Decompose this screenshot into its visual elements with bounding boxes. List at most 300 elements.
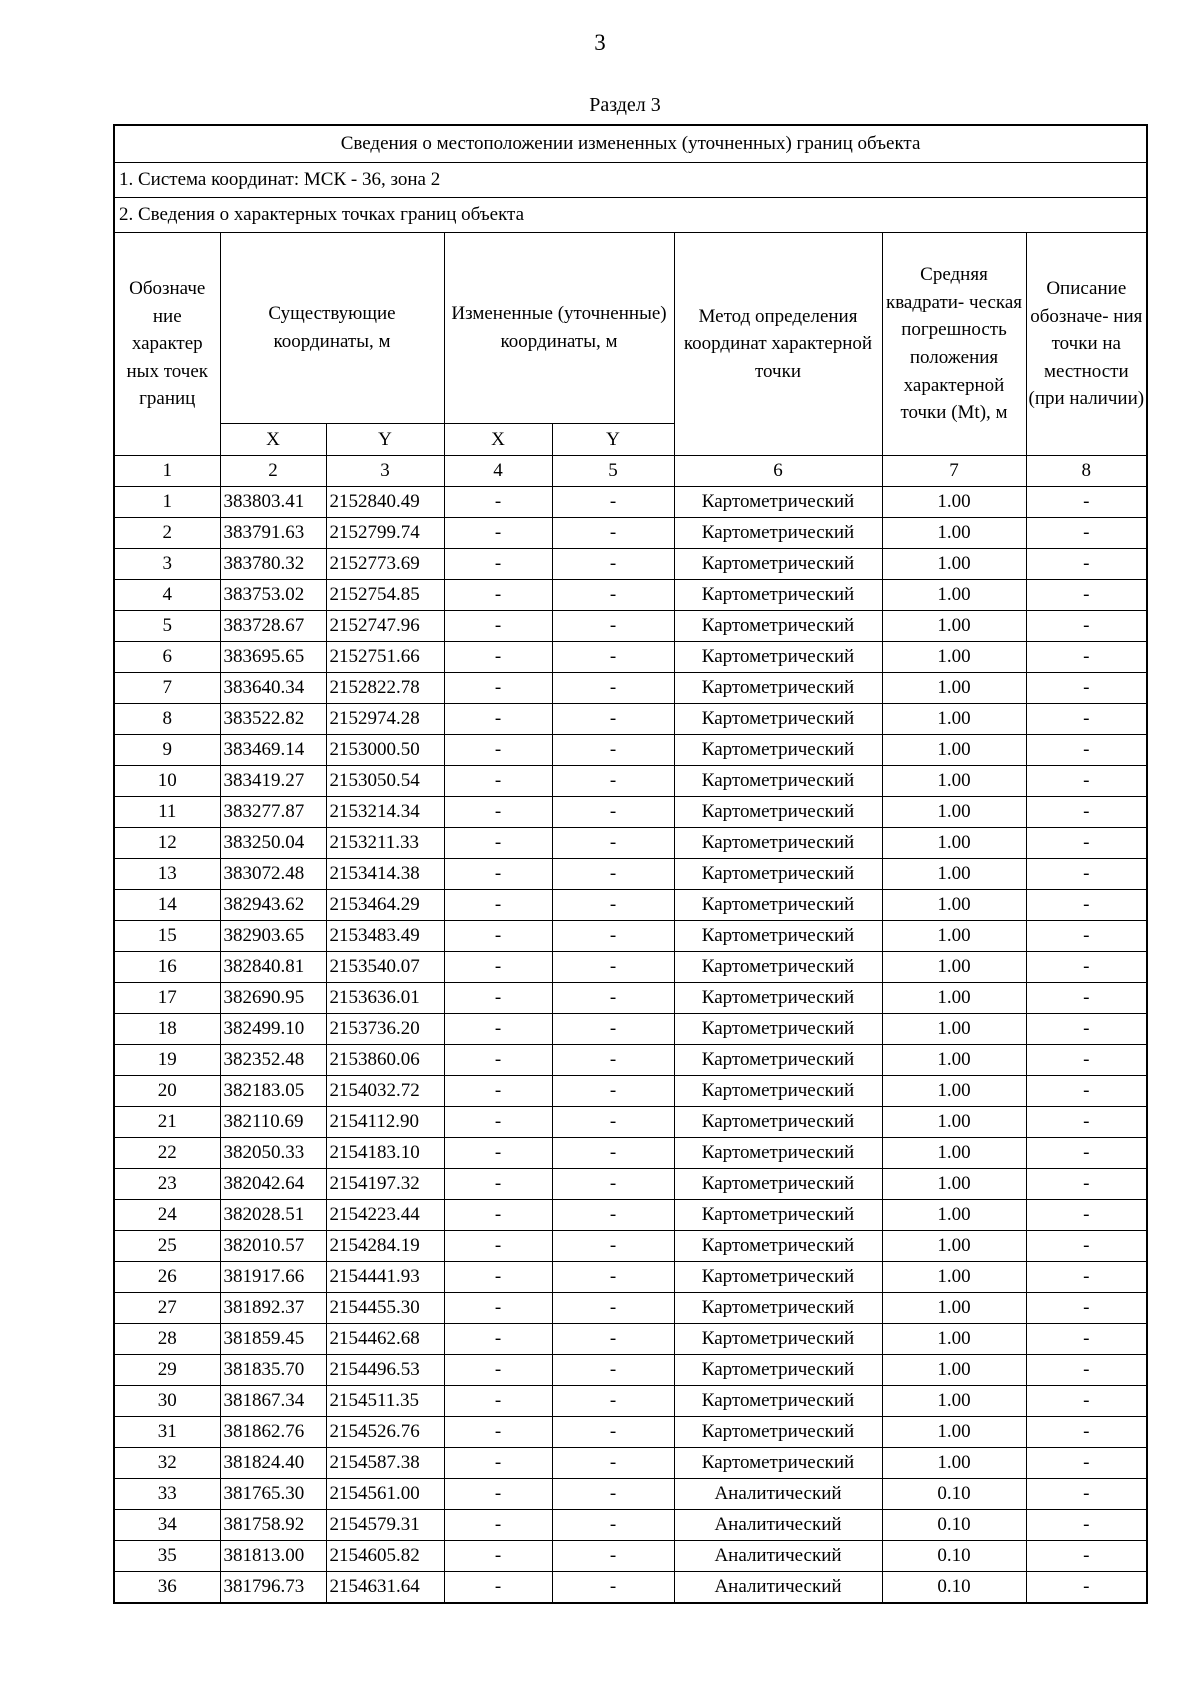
method-cell: Аналитический	[674, 1541, 882, 1572]
existing-y-cell: 2152751.66	[326, 642, 444, 673]
table-row	[114, 704, 1147, 735]
method-cell: Картометрический	[674, 921, 882, 952]
existing-y-cell: 2154197.32	[326, 1169, 444, 1200]
existing-x-cell: 381867.34	[220, 1386, 326, 1417]
existing-y-cell: 2154455.30	[326, 1293, 444, 1324]
changed-x-cell: -	[444, 797, 552, 828]
point-number-cell: 1	[114, 487, 220, 518]
description-cell: -	[1026, 1045, 1147, 1076]
table-row	[114, 1169, 1147, 1200]
description-cell: -	[1026, 1293, 1147, 1324]
method-cell: Картометрический	[674, 1045, 882, 1076]
table-row	[114, 487, 1147, 518]
existing-y-cell: 2154587.38	[326, 1448, 444, 1479]
changed-x-cell: -	[444, 704, 552, 735]
changed-y-cell: -	[552, 1324, 674, 1355]
changed-y-cell: -	[552, 1386, 674, 1417]
method-cell: Картометрический	[674, 1417, 882, 1448]
point-number-cell: 9	[114, 735, 220, 766]
existing-y-cell: 2153464.29	[326, 890, 444, 921]
existing-y-cell: 2153860.06	[326, 1045, 444, 1076]
point-number-cell: 29	[114, 1355, 220, 1386]
changed-x-cell: -	[444, 1541, 552, 1572]
existing-y-cell: 2152747.96	[326, 611, 444, 642]
changed-y-cell: -	[552, 518, 674, 549]
method-cell: Картометрический	[674, 487, 882, 518]
table-row	[114, 1014, 1147, 1045]
changed-y-cell: -	[552, 1200, 674, 1231]
table-row	[114, 1138, 1147, 1169]
table-row	[114, 1107, 1147, 1138]
existing-y-cell: 2154526.76	[326, 1417, 444, 1448]
point-number-cell: 30	[114, 1386, 220, 1417]
changed-y-cell: -	[552, 921, 674, 952]
table-row	[114, 1200, 1147, 1231]
existing-y-cell: 2153483.49	[326, 921, 444, 952]
method-cell: Картометрический	[674, 859, 882, 890]
changed-x-cell: -	[444, 1293, 552, 1324]
changed-x-cell: -	[444, 1324, 552, 1355]
changed-x-cell: -	[444, 735, 552, 766]
point-number-cell: 24	[114, 1200, 220, 1231]
point-number-cell: 15	[114, 921, 220, 952]
existing-x-cell: 381765.30	[220, 1479, 326, 1510]
description-cell: -	[1026, 1076, 1147, 1107]
existing-y-cell: 2153214.34	[326, 797, 444, 828]
table-row	[114, 890, 1147, 921]
description-cell: -	[1026, 890, 1147, 921]
existing-x-cell: 383780.32	[220, 549, 326, 580]
existing-y-cell: 2154112.90	[326, 1107, 444, 1138]
point-number-cell: 27	[114, 1293, 220, 1324]
changed-x-cell: -	[444, 1510, 552, 1541]
existing-y-cell: 2153736.20	[326, 1014, 444, 1045]
existing-x-cell: 381917.66	[220, 1262, 326, 1293]
header-changed-x: X	[444, 424, 552, 456]
method-cell: Картометрический	[674, 1293, 882, 1324]
table-row	[114, 1541, 1147, 1572]
changed-y-cell: -	[552, 1510, 674, 1541]
changed-x-cell: -	[444, 828, 552, 859]
changed-x-cell: -	[444, 1262, 552, 1293]
error-cell: 1.00	[882, 549, 1026, 580]
description-cell: -	[1026, 704, 1147, 735]
point-number-cell: 13	[114, 859, 220, 890]
changed-y-cell: -	[552, 1417, 674, 1448]
changed-y-cell: -	[552, 890, 674, 921]
table-row	[114, 673, 1147, 704]
error-cell: 1.00	[882, 1386, 1026, 1417]
changed-x-cell: -	[444, 1014, 552, 1045]
point-number-cell: 23	[114, 1169, 220, 1200]
existing-x-cell: 382903.65	[220, 921, 326, 952]
error-cell: 1.00	[882, 1014, 1026, 1045]
existing-x-cell: 383803.41	[220, 487, 326, 518]
changed-x-cell: -	[444, 1355, 552, 1386]
description-cell: -	[1026, 1262, 1147, 1293]
error-cell: 1.00	[882, 890, 1026, 921]
point-number-cell: 4	[114, 580, 220, 611]
changed-x-cell: -	[444, 518, 552, 549]
changed-x-cell: -	[444, 642, 552, 673]
points-heading: 2. Сведения о характерных точках границ объекта	[114, 198, 1147, 233]
existing-y-cell: 2154223.44	[326, 1200, 444, 1231]
coordinate-system: 1. Система координат: МСК - 36, зона 2	[114, 163, 1147, 198]
description-cell: -	[1026, 797, 1147, 828]
table-row	[114, 1572, 1147, 1603]
method-cell: Картометрический	[674, 642, 882, 673]
existing-y-cell: 2153540.07	[326, 952, 444, 983]
header-point-designation: Обозначе ние характер ных точек границ	[114, 233, 220, 456]
description-cell: -	[1026, 735, 1147, 766]
error-cell: 1.00	[882, 642, 1026, 673]
changed-x-cell: -	[444, 580, 552, 611]
existing-x-cell: 381835.70	[220, 1355, 326, 1386]
changed-x-cell: -	[444, 1107, 552, 1138]
table-row	[114, 1262, 1147, 1293]
existing-x-cell: 382042.64	[220, 1169, 326, 1200]
table-row	[114, 1417, 1147, 1448]
changed-y-cell: -	[552, 1231, 674, 1262]
description-cell: -	[1026, 1448, 1147, 1479]
description-cell: -	[1026, 1541, 1147, 1572]
error-cell: 1.00	[882, 797, 1026, 828]
existing-x-cell: 382840.81	[220, 952, 326, 983]
error-cell: 0.10	[882, 1479, 1026, 1510]
method-cell: Картометрический	[674, 952, 882, 983]
existing-y-cell: 2153636.01	[326, 983, 444, 1014]
method-cell: Картометрический	[674, 1448, 882, 1479]
changed-y-cell: -	[552, 1138, 674, 1169]
point-number-cell: 18	[114, 1014, 220, 1045]
section-title: Раздел 3	[589, 94, 661, 116]
description-cell: -	[1026, 921, 1147, 952]
column-number: 5	[552, 456, 674, 487]
method-cell: Картометрический	[674, 766, 882, 797]
table-row	[114, 921, 1147, 952]
existing-x-cell: 381892.37	[220, 1293, 326, 1324]
existing-x-cell: 382943.62	[220, 890, 326, 921]
existing-x-cell: 383640.34	[220, 673, 326, 704]
point-number-cell: 32	[114, 1448, 220, 1479]
header-existing-y: Y	[326, 424, 444, 456]
changed-y-cell: -	[552, 611, 674, 642]
table-row	[114, 518, 1147, 549]
table-row	[114, 766, 1147, 797]
error-cell: 1.00	[882, 1169, 1026, 1200]
existing-y-cell: 2152822.78	[326, 673, 444, 704]
existing-x-cell: 382183.05	[220, 1076, 326, 1107]
changed-x-cell: -	[444, 549, 552, 580]
error-cell: 0.10	[882, 1572, 1026, 1603]
existing-x-cell: 383522.82	[220, 704, 326, 735]
existing-y-cell: 2152840.49	[326, 487, 444, 518]
error-cell: 1.00	[882, 1293, 1026, 1324]
existing-y-cell: 2154441.93	[326, 1262, 444, 1293]
table-row	[114, 1355, 1147, 1386]
table-row	[114, 735, 1147, 766]
existing-x-cell: 381859.45	[220, 1324, 326, 1355]
existing-y-cell: 2153000.50	[326, 735, 444, 766]
existing-x-cell: 383469.14	[220, 735, 326, 766]
point-number-cell: 34	[114, 1510, 220, 1541]
changed-x-cell: -	[444, 1448, 552, 1479]
point-number-cell: 12	[114, 828, 220, 859]
existing-x-cell: 383419.27	[220, 766, 326, 797]
existing-x-cell: 383277.87	[220, 797, 326, 828]
header-description: Описание обозначе- ния точки на местности (при наличии)	[1026, 233, 1147, 456]
header-existing-x: X	[220, 424, 326, 456]
column-number: 4	[444, 456, 552, 487]
description-cell: -	[1026, 1014, 1147, 1045]
existing-x-cell: 381813.00	[220, 1541, 326, 1572]
error-cell: 1.00	[882, 952, 1026, 983]
error-cell: 1.00	[882, 1417, 1026, 1448]
existing-y-cell: 2152799.74	[326, 518, 444, 549]
error-cell: 1.00	[882, 859, 1026, 890]
method-cell: Картометрический	[674, 1355, 882, 1386]
existing-x-cell: 382050.33	[220, 1138, 326, 1169]
error-cell: 1.00	[882, 1076, 1026, 1107]
changed-y-cell: -	[552, 1293, 674, 1324]
description-cell: -	[1026, 952, 1147, 983]
existing-x-cell: 382028.51	[220, 1200, 326, 1231]
error-cell: 1.00	[882, 1107, 1026, 1138]
error-cell: 1.00	[882, 828, 1026, 859]
changed-x-cell: -	[444, 1045, 552, 1076]
boundary-points-table	[113, 124, 1148, 1604]
point-number-cell: 11	[114, 797, 220, 828]
point-number-cell: 26	[114, 1262, 220, 1293]
description-cell: -	[1026, 1479, 1147, 1510]
point-number-cell: 19	[114, 1045, 220, 1076]
description-cell: -	[1026, 1572, 1147, 1603]
changed-y-cell: -	[552, 704, 674, 735]
changed-x-cell: -	[444, 1386, 552, 1417]
existing-y-cell: 2154561.00	[326, 1479, 444, 1510]
existing-x-cell: 383791.63	[220, 518, 326, 549]
existing-x-cell: 382110.69	[220, 1107, 326, 1138]
changed-x-cell: -	[444, 1076, 552, 1107]
error-cell: 1.00	[882, 704, 1026, 735]
point-number-cell: 8	[114, 704, 220, 735]
existing-x-cell: 382010.57	[220, 1231, 326, 1262]
table-row	[114, 1324, 1147, 1355]
error-cell: 1.00	[882, 518, 1026, 549]
table-row	[114, 1448, 1147, 1479]
table-row	[114, 1045, 1147, 1076]
table-row	[114, 1510, 1147, 1541]
point-number-cell: 10	[114, 766, 220, 797]
description-cell: -	[1026, 1386, 1147, 1417]
point-number-cell: 5	[114, 611, 220, 642]
error-cell: 1.00	[882, 1262, 1026, 1293]
error-cell: 1.00	[882, 673, 1026, 704]
point-number-cell: 25	[114, 1231, 220, 1262]
table-row	[114, 1386, 1147, 1417]
error-cell: 1.00	[882, 983, 1026, 1014]
description-cell: -	[1026, 1231, 1147, 1262]
point-number-cell: 31	[114, 1417, 220, 1448]
column-number: 8	[1026, 456, 1147, 487]
existing-x-cell: 381758.92	[220, 1510, 326, 1541]
existing-y-cell: 2154631.64	[326, 1572, 444, 1603]
changed-y-cell: -	[552, 1448, 674, 1479]
table-row	[114, 549, 1147, 580]
existing-y-cell: 2153414.38	[326, 859, 444, 890]
error-cell: 1.00	[882, 487, 1026, 518]
changed-x-cell: -	[444, 611, 552, 642]
description-cell: -	[1026, 1417, 1147, 1448]
method-cell: Аналитический	[674, 1572, 882, 1603]
method-cell: Картометрический	[674, 611, 882, 642]
description-cell: -	[1026, 487, 1147, 518]
changed-y-cell: -	[552, 952, 674, 983]
error-cell: 1.00	[882, 1200, 1026, 1231]
error-cell: 1.00	[882, 766, 1026, 797]
point-number-cell: 14	[114, 890, 220, 921]
description-cell: -	[1026, 549, 1147, 580]
point-number-cell: 33	[114, 1479, 220, 1510]
point-number-cell: 20	[114, 1076, 220, 1107]
changed-y-cell: -	[552, 828, 674, 859]
description-cell: -	[1026, 828, 1147, 859]
header-changed-y: Y	[552, 424, 674, 456]
existing-x-cell: 381862.76	[220, 1417, 326, 1448]
method-cell: Картометрический	[674, 704, 882, 735]
table-row	[114, 1231, 1147, 1262]
method-cell: Картометрический	[674, 1231, 882, 1262]
description-cell: -	[1026, 673, 1147, 704]
changed-y-cell: -	[552, 859, 674, 890]
table-row	[114, 797, 1147, 828]
error-cell: 1.00	[882, 1045, 1026, 1076]
existing-y-cell: 2154511.35	[326, 1386, 444, 1417]
existing-y-cell: 2152754.85	[326, 580, 444, 611]
method-cell: Картометрический	[674, 735, 882, 766]
description-cell: -	[1026, 518, 1147, 549]
description-cell: -	[1026, 1107, 1147, 1138]
method-cell: Картометрический	[674, 1138, 882, 1169]
method-cell: Картометрический	[674, 518, 882, 549]
existing-x-cell: 381796.73	[220, 1572, 326, 1603]
description-cell: -	[1026, 1355, 1147, 1386]
method-cell: Картометрический	[674, 1386, 882, 1417]
header-changed-coords: Измененные (уточненные) координаты, м	[444, 233, 674, 424]
changed-x-cell: -	[444, 673, 552, 704]
point-number-cell: 28	[114, 1324, 220, 1355]
table-row	[114, 580, 1147, 611]
changed-y-cell: -	[552, 580, 674, 611]
changed-x-cell: -	[444, 766, 552, 797]
changed-y-cell: -	[552, 735, 674, 766]
existing-x-cell: 381824.40	[220, 1448, 326, 1479]
changed-y-cell: -	[552, 487, 674, 518]
column-number: 6	[674, 456, 882, 487]
point-number-cell: 22	[114, 1138, 220, 1169]
method-cell: Картометрический	[674, 1262, 882, 1293]
column-number: 3	[326, 456, 444, 487]
changed-x-cell: -	[444, 952, 552, 983]
method-cell: Картометрический	[674, 983, 882, 1014]
changed-y-cell: -	[552, 1076, 674, 1107]
method-cell: Картометрический	[674, 673, 882, 704]
existing-y-cell: 2154496.53	[326, 1355, 444, 1386]
changed-x-cell: -	[444, 921, 552, 952]
description-cell: -	[1026, 766, 1147, 797]
changed-y-cell: -	[552, 549, 674, 580]
changed-y-cell: -	[552, 642, 674, 673]
table-row	[114, 642, 1147, 673]
description-cell: -	[1026, 1510, 1147, 1541]
existing-x-cell: 383072.48	[220, 859, 326, 890]
changed-x-cell: -	[444, 1572, 552, 1603]
changed-y-cell: -	[552, 766, 674, 797]
changed-y-cell: -	[552, 1355, 674, 1386]
existing-y-cell: 2154462.68	[326, 1324, 444, 1355]
error-cell: 1.00	[882, 1448, 1026, 1479]
changed-x-cell: -	[444, 1231, 552, 1262]
table-row	[114, 611, 1147, 642]
point-number-cell: 21	[114, 1107, 220, 1138]
column-number: 1	[114, 456, 220, 487]
changed-x-cell: -	[444, 1200, 552, 1231]
existing-x-cell: 383728.67	[220, 611, 326, 642]
existing-y-cell: 2154605.82	[326, 1541, 444, 1572]
existing-y-cell: 2154032.72	[326, 1076, 444, 1107]
point-number-cell: 6	[114, 642, 220, 673]
description-cell: -	[1026, 983, 1147, 1014]
error-cell: 1.00	[882, 1324, 1026, 1355]
method-cell: Картометрический	[674, 1014, 882, 1045]
table-title: Сведения о местоположении измененных (уточненных) границ объекта	[114, 125, 1147, 163]
header-existing-coords: Существующие координаты, м	[220, 233, 444, 424]
point-number-cell: 3	[114, 549, 220, 580]
changed-x-cell: -	[444, 983, 552, 1014]
changed-y-cell: -	[552, 983, 674, 1014]
existing-x-cell: 383250.04	[220, 828, 326, 859]
changed-y-cell: -	[552, 1479, 674, 1510]
description-cell: -	[1026, 1169, 1147, 1200]
changed-x-cell: -	[444, 859, 552, 890]
existing-y-cell: 2154579.31	[326, 1510, 444, 1541]
page-number: 3	[594, 30, 606, 55]
description-cell: -	[1026, 859, 1147, 890]
changed-x-cell: -	[444, 1169, 552, 1200]
method-cell: Картометрический	[674, 1107, 882, 1138]
error-cell: 0.10	[882, 1510, 1026, 1541]
changed-y-cell: -	[552, 1107, 674, 1138]
existing-y-cell: 2154183.10	[326, 1138, 444, 1169]
description-cell: -	[1026, 642, 1147, 673]
existing-x-cell: 382352.48	[220, 1045, 326, 1076]
existing-y-cell: 2153211.33	[326, 828, 444, 859]
point-number-cell: 7	[114, 673, 220, 704]
description-cell: -	[1026, 580, 1147, 611]
point-number-cell: 16	[114, 952, 220, 983]
table-row	[114, 1076, 1147, 1107]
method-cell: Картометрический	[674, 797, 882, 828]
existing-y-cell: 2152974.28	[326, 704, 444, 735]
existing-y-cell: 2153050.54	[326, 766, 444, 797]
existing-y-cell: 2154284.19	[326, 1231, 444, 1262]
table-row	[114, 983, 1147, 1014]
table-row	[114, 1479, 1147, 1510]
changed-y-cell: -	[552, 1572, 674, 1603]
table-row	[114, 952, 1147, 983]
description-cell: -	[1026, 611, 1147, 642]
method-cell: Картометрический	[674, 1324, 882, 1355]
